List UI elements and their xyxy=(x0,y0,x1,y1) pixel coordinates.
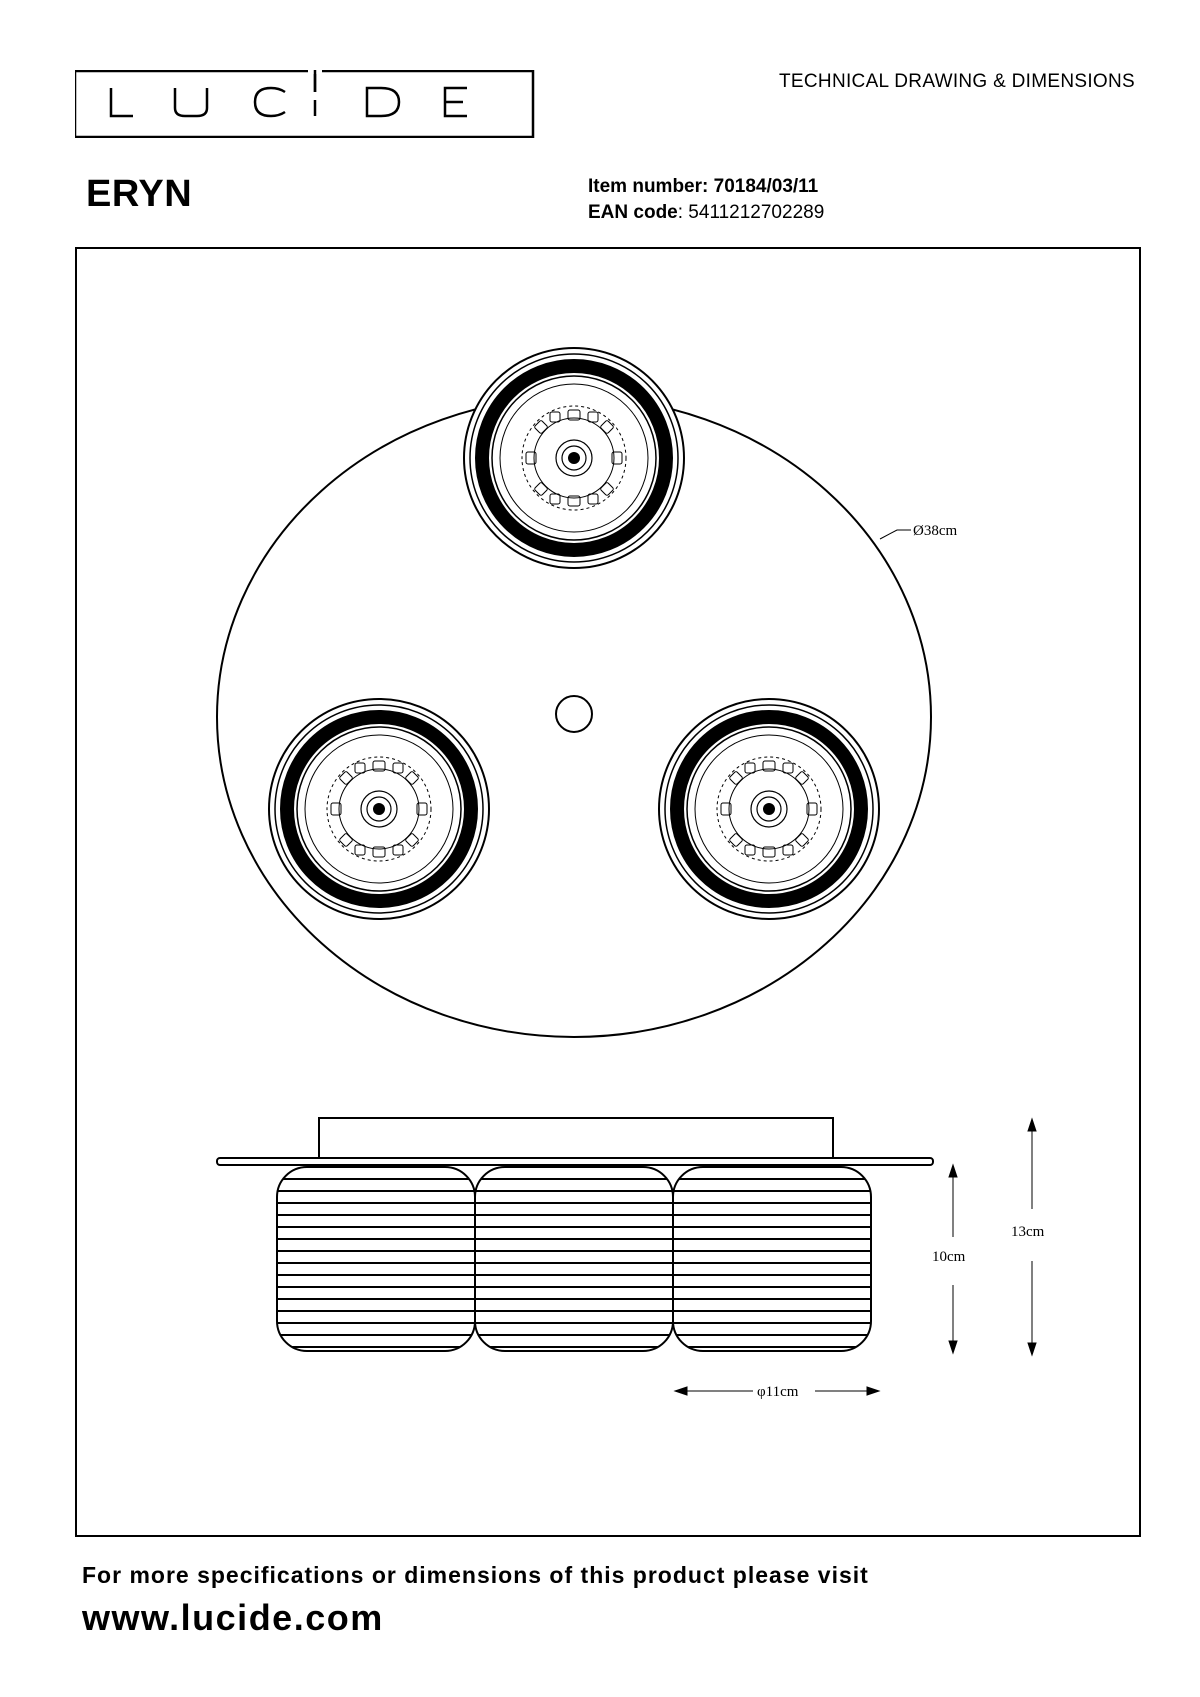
footer-url-link[interactable]: www.lucide.com xyxy=(82,1597,384,1638)
drawing-canvas xyxy=(77,249,1139,1535)
total-height-label: 13cm xyxy=(1011,1224,1045,1240)
spot-top xyxy=(464,348,684,568)
item-info xyxy=(588,174,824,226)
shade-middle xyxy=(475,1167,673,1351)
plate-diameter-label: Ø38cm xyxy=(913,523,958,539)
center-cap xyxy=(556,696,592,732)
top-view xyxy=(217,348,957,1037)
item-number-label: Item number: xyxy=(588,176,709,197)
item-number-value: 70184/03/11 xyxy=(713,176,819,197)
footer-text: For more specifications or dimensions of this product please visit xyxy=(82,1562,869,1588)
document-type: TECHNICAL DRAWING & DIMENSIONS xyxy=(779,71,1135,92)
spot-left xyxy=(269,699,489,919)
shade-left xyxy=(277,1167,475,1351)
shade-height-label: 10cm xyxy=(932,1249,966,1265)
ceiling-plate-side xyxy=(217,1158,933,1165)
side-view xyxy=(217,1118,1045,1400)
brand-logo xyxy=(75,70,535,138)
spot-right xyxy=(659,699,879,919)
ean-label: EAN code xyxy=(588,202,678,223)
item-number-row xyxy=(588,174,824,200)
shade-diameter-label: φ11cm xyxy=(757,1384,799,1400)
ean-row xyxy=(588,200,824,226)
technical-drawing xyxy=(75,247,1141,1537)
canopy xyxy=(319,1118,833,1158)
ean-value: : 5411212702289 xyxy=(677,202,825,223)
shade-right xyxy=(673,1167,871,1351)
diameter-leader xyxy=(880,530,911,539)
product-name: ERYN xyxy=(86,173,193,215)
